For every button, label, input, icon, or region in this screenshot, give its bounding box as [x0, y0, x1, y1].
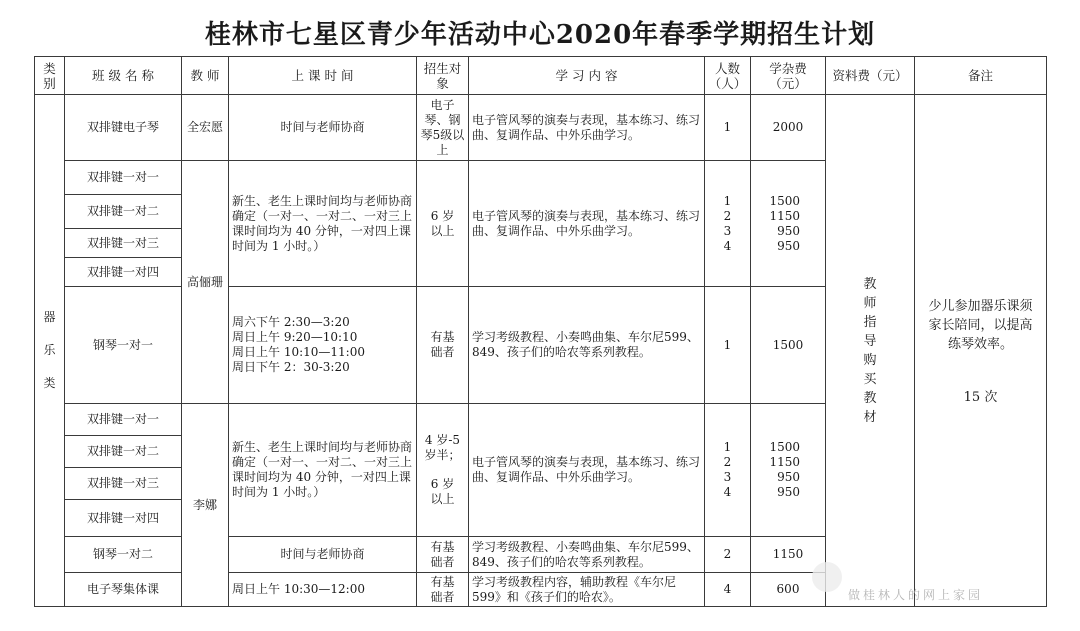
enrollment-table	[34, 56, 1047, 607]
material-char: 购	[863, 352, 877, 368]
count-cell	[705, 161, 751, 287]
material-char: 教	[863, 390, 877, 406]
class-name-cell: 双排键电子琴	[65, 95, 182, 161]
target-line: 础者	[430, 589, 455, 604]
fee-cell	[751, 404, 826, 537]
schedule-line: 周日下午 2：30-3:20	[232, 360, 350, 374]
count-cell: 1	[705, 287, 751, 404]
target-line: 6 岁	[430, 208, 455, 223]
class-name-cell: 双排键一对二	[65, 195, 182, 229]
count-value: 4	[723, 238, 732, 253]
header-target: 招生对象	[417, 57, 469, 95]
watermark-logo-icon	[812, 562, 842, 592]
content-cell: 学习考级教程、小奏鸣曲集、车尔尼599、849、孩子们的哈农等系列教程。	[469, 537, 705, 573]
teacher-cell: 全宏愿	[182, 95, 229, 161]
schedule-line: 周日上午 9:20—10:10	[232, 330, 358, 344]
count-value: 1	[723, 193, 732, 208]
class-name-cell: 双排键一对三	[65, 468, 182, 500]
fee-value: 950	[777, 470, 800, 484]
fee-cell: 2000	[751, 95, 826, 161]
count-cell: 2	[705, 537, 751, 573]
schedule-cell	[229, 287, 417, 404]
content-cell: 电子管风琴的演奏与表现，基本练习、练习曲、复调作品、中外乐曲学习。	[469, 404, 705, 537]
count-value: 3	[723, 470, 732, 484]
target-line: 础者	[430, 345, 455, 359]
category-char: 乐	[43, 343, 56, 357]
schedule-cell: 新生、老生上课时间均与老师协商确定（一对一、一对二、一对三上课时间均为 40 分钟，一对四上课时间为 1 小时。）	[229, 161, 417, 287]
target-line: 6 岁	[430, 477, 455, 491]
class-name-cell: 电子琴集体课	[65, 573, 182, 607]
material-char: 教	[863, 276, 877, 292]
class-name-cell: 双排键一对二	[65, 436, 182, 468]
header-category: 类别	[35, 57, 65, 95]
header-note: 备注	[915, 57, 1047, 95]
fee-value: 1150	[769, 208, 800, 223]
schedule-cell: 时间与老师协商	[229, 537, 417, 573]
content-cell: 学习考级教程内容，辅助教程《车尔尼599》和《孩子们的哈农》。	[469, 573, 705, 607]
target-cell	[417, 537, 469, 573]
target-line: 4 岁-5	[424, 433, 461, 447]
header-fee: 学杂费（元）	[751, 57, 826, 95]
material-char: 导	[863, 333, 877, 349]
target-line: 有基	[430, 539, 455, 554]
header-class-name: 班 级 名 称	[65, 57, 182, 95]
fee-cell: 1500	[751, 287, 826, 404]
target-line: 础者	[430, 554, 455, 569]
fee-value: 1150	[769, 455, 800, 469]
schedule-cell: 周日上午 10:30—12:00	[229, 573, 417, 607]
header-material: 资料费（元）	[826, 57, 915, 95]
watermark-text: 做桂林人的网上家园	[848, 588, 984, 602]
target-cell	[417, 287, 469, 404]
schedule-cell: 新生、老生上课时间均与老师协商确定（一对一、一对二、一对三上课时间均为 40 分钟，一对四上课时间为 1 小时。）	[229, 404, 417, 537]
material-fee-cell	[826, 95, 915, 607]
count-value: 1	[723, 440, 732, 454]
schedule-cell: 时间与老师协商	[229, 95, 417, 161]
content-cell: 电子管风琴的演奏与表现，基本练习、练习曲、复调作品、中外乐曲学习。	[469, 95, 705, 161]
note-text: 少儿参加器乐课须家长陪同，以提高练琴效率。	[928, 298, 1033, 352]
category-char: 类	[43, 376, 56, 390]
category-char: 器	[43, 310, 56, 324]
class-name-cell: 双排键一对四	[65, 258, 182, 287]
teacher-cell: 李娜	[182, 404, 229, 607]
target-cell	[417, 161, 469, 287]
count-cell: 4	[705, 573, 751, 607]
target-line: 岁半；	[424, 448, 461, 462]
target-cell: 电子琴、钢琴5级以上	[417, 95, 469, 161]
fee-value: 950	[777, 238, 800, 253]
table-row	[35, 95, 1047, 161]
material-char: 买	[863, 371, 877, 387]
header-count: 人数（人）	[705, 57, 751, 95]
header-schedule: 上 课 时 间	[229, 57, 417, 95]
header-teacher: 教 师	[182, 57, 229, 95]
target-cell	[417, 573, 469, 607]
content-cell: 电子管风琴的演奏与表现，基本练习、练习曲、复调作品、中外乐曲学习。	[469, 161, 705, 287]
class-name-cell: 双排键一对一	[65, 404, 182, 436]
count-value: 4	[723, 485, 732, 499]
fee-cell: 1150	[751, 537, 826, 573]
class-name-cell: 双排键一对三	[65, 229, 182, 258]
note-sessions: 15 次	[963, 389, 998, 405]
schedule-line: 周六下午 2:30—3:20	[232, 315, 350, 329]
notes-cell	[915, 95, 1047, 607]
material-char: 材	[863, 409, 877, 425]
fee-value: 1500	[769, 193, 800, 208]
material-char: 指	[863, 314, 877, 330]
fee-value: 950	[777, 485, 800, 499]
header-content: 学 习 内 容	[469, 57, 705, 95]
fee-value: 1500	[769, 440, 800, 454]
count-value: 2	[723, 455, 732, 469]
target-line: 有基	[430, 330, 455, 344]
count-value: 3	[723, 223, 732, 238]
count-cell: 1	[705, 95, 751, 161]
fee-cell: 600	[751, 573, 826, 607]
target-line: 有基	[430, 574, 455, 589]
target-cell	[417, 404, 469, 537]
count-cell	[705, 404, 751, 537]
teacher-cell: 高俪珊	[182, 161, 229, 404]
fee-cell	[751, 161, 826, 287]
material-char: 师	[863, 295, 877, 311]
page-title: 桂林市七星区青少年活动中心2020年春季学期招生计划	[204, 20, 876, 50]
class-name-cell: 钢琴一对二	[65, 537, 182, 573]
schedule-line: 周日上午 10:10—11:00	[232, 345, 365, 359]
class-name-cell: 钢琴一对一	[65, 287, 182, 404]
count-value: 2	[723, 208, 732, 223]
class-name-cell: 双排键一对四	[65, 500, 182, 537]
target-line: 以上	[430, 223, 455, 238]
class-name-cell: 双排键一对一	[65, 161, 182, 195]
content-cell: 学习考级教程、小奏鸣曲集、车尔尼599、849、孩子们的哈农等系列教程。	[469, 287, 705, 404]
category-cell	[35, 95, 65, 607]
header-row	[35, 57, 1047, 95]
target-line: 以上	[430, 492, 455, 506]
fee-value: 950	[777, 223, 800, 238]
